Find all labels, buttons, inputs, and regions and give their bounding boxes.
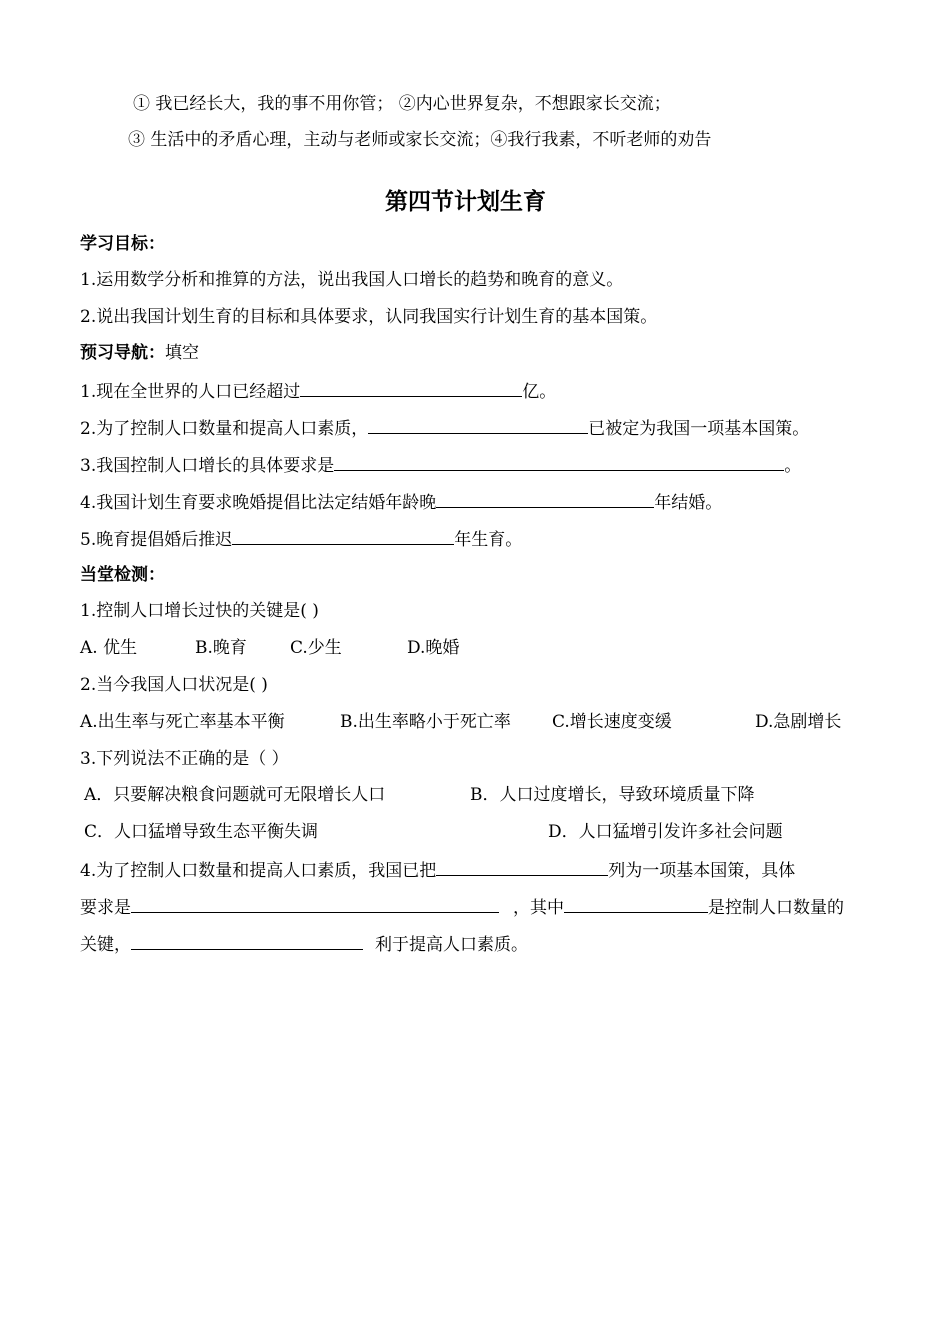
test-q2-option-a[interactable]: A.出生率与死亡率基本平衡 bbox=[80, 712, 285, 732]
test-q3-option-a[interactable]: A．只要解决粮食问题就可无限增长人口 bbox=[84, 785, 386, 805]
test-q3-option-d[interactable]: D．人口猛增引发许多社会问题 bbox=[548, 822, 783, 842]
goal-item: 2.说出我国计划生育的目标和具体要求，认同我国实行计划生育的基本国策。 bbox=[80, 307, 658, 327]
q-text: 3.我国控制人口增长的具体要求是 bbox=[80, 456, 335, 476]
test-q4-line2 bbox=[80, 894, 844, 920]
test-q1-stem: 1.控制人口增长过快的关键是( ) bbox=[80, 601, 319, 621]
fill-blank[interactable] bbox=[334, 452, 784, 471]
test-q4-line3 bbox=[80, 931, 528, 957]
q-text: ，其中 bbox=[513, 898, 564, 918]
preview-q4 bbox=[80, 489, 722, 515]
q-text: 已被定为我国一项基本国策。 bbox=[588, 419, 810, 439]
test-q2-option-b[interactable]: B.出生率略小于死亡率 bbox=[340, 712, 511, 732]
test-q3-option-c[interactable]: C．人口猛增导致生态平衡失调 bbox=[84, 822, 319, 842]
preview-q5 bbox=[80, 526, 522, 552]
q-text: 4.为了控制人口数量和提高人口素质，我国已把 bbox=[80, 861, 437, 881]
section-title: 第四节计划生育 bbox=[385, 189, 546, 215]
option-line-1: ① 我已经长大，我的事不用你管； ②内心世界复杂，不想跟家长交流； bbox=[133, 94, 671, 114]
test-q2-option-c[interactable]: C.增长速度变缓 bbox=[552, 712, 672, 732]
fill-blank[interactable] bbox=[300, 378, 522, 397]
fill-blank[interactable] bbox=[368, 415, 588, 434]
test-q1-option-a[interactable]: A. 优生 bbox=[80, 638, 138, 658]
fill-blank[interactable] bbox=[436, 489, 654, 508]
fill-blank[interactable] bbox=[131, 931, 363, 950]
goals-heading: 学习目标： bbox=[80, 234, 165, 254]
q-text: 1.现在全世界的人口已经超过 bbox=[80, 382, 301, 402]
q-text: 。 bbox=[784, 456, 802, 476]
preview-heading-suffix: 填空 bbox=[165, 343, 199, 363]
q-text: 4.我国计划生育要求晚婚提倡比法定结婚年龄晚 bbox=[80, 493, 437, 513]
preview-heading-line bbox=[80, 341, 199, 365]
preview-q1 bbox=[80, 378, 556, 404]
option-line-2: ③ 生活中的矛盾心理，主动与老师或家长交流；④我行我素，不听老师的劝告 bbox=[128, 130, 712, 150]
test-q2-stem: 2.当今我国人口状况是( ) bbox=[80, 675, 268, 695]
test-q4-line1 bbox=[80, 857, 795, 883]
preview-heading: 预习导航： bbox=[80, 343, 165, 363]
q-text: 年生育。 bbox=[454, 530, 523, 550]
test-heading: 当堂检测： bbox=[80, 565, 165, 585]
test-q2-option-d[interactable]: D.急剧增长 bbox=[755, 712, 842, 732]
test-q1-option-c[interactable]: C.少生 bbox=[290, 638, 342, 658]
goal-item: 1.运用数学分析和推算的方法，说出我国人口增长的趋势和晚育的意义。 bbox=[80, 270, 624, 290]
fill-blank[interactable] bbox=[232, 526, 454, 545]
preview-q2 bbox=[80, 415, 809, 441]
fill-blank[interactable] bbox=[436, 857, 608, 876]
q-text: 2.为了控制人口数量和提高人口素质， bbox=[80, 419, 369, 439]
test-q1-option-b[interactable]: B.晚育 bbox=[195, 638, 247, 658]
q-text: 要求是 bbox=[80, 898, 131, 918]
q-text: 5.晚育提倡婚后推迟 bbox=[80, 530, 233, 550]
q-text: 关键， bbox=[80, 935, 131, 955]
fill-blank[interactable] bbox=[131, 894, 499, 913]
preview-q3 bbox=[80, 452, 801, 478]
q-text: 利于提高人口素质。 bbox=[375, 935, 528, 955]
q-text: 是控制人口数量的 bbox=[708, 898, 844, 918]
fill-blank[interactable] bbox=[564, 894, 708, 913]
q-text: 列为一项基本国策，具体 bbox=[608, 861, 796, 881]
q-text: 年结婚。 bbox=[654, 493, 723, 513]
test-q3-option-b[interactable]: B．人口过度增长，导致环境质量下降 bbox=[470, 785, 755, 805]
test-q3-stem: 3.下列说法不正确的是（ ） bbox=[80, 749, 289, 769]
test-q1-option-d[interactable]: D.晚婚 bbox=[407, 638, 460, 658]
q-text: 亿。 bbox=[522, 382, 557, 402]
